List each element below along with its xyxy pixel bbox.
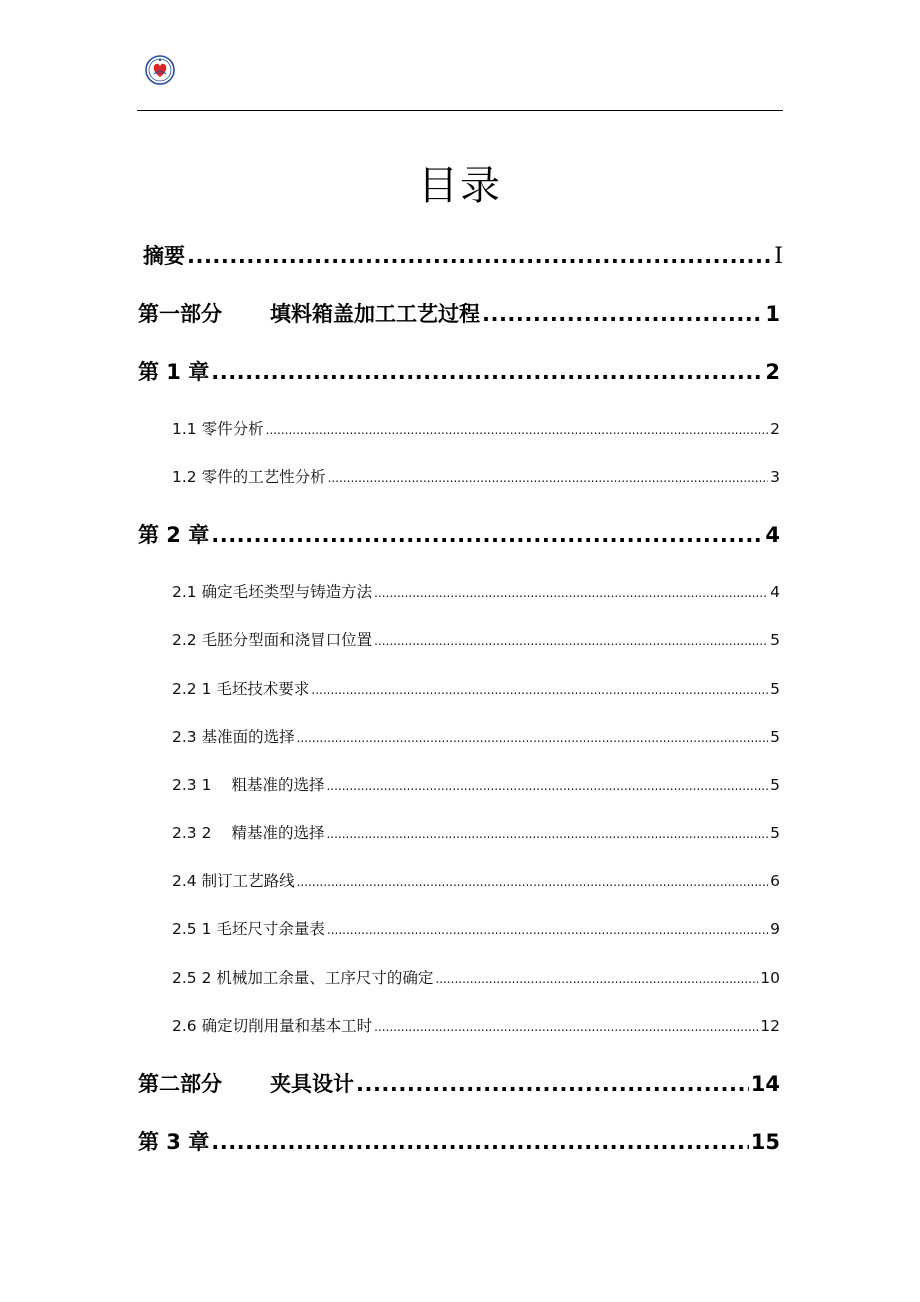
toc-section-number: 2.3 1 — [172, 776, 212, 794]
toc-dot-leader — [211, 1130, 749, 1154]
toc-entry-label — [138, 298, 480, 328]
toc-entry-page: I — [774, 244, 783, 269]
toc-entry-abstract[interactable] — [143, 240, 783, 270]
toc-dot-leader — [297, 875, 769, 889]
toc-section-number: 2.3 2 — [172, 824, 212, 842]
toc-entry-2-2[interactable] — [172, 628, 780, 650]
toc-entry-part-1[interactable] — [138, 298, 780, 328]
toc-entry-page: 5 — [770, 824, 780, 842]
toc-entry-page: 5 — [770, 680, 780, 698]
toc-entry-page: 5 — [770, 728, 780, 746]
toc-entry-1-1[interactable] — [172, 417, 780, 439]
toc-entry-2-2-1[interactable] — [172, 677, 780, 699]
toc-entry-label: 第 3 章 — [138, 1130, 210, 1154]
toc-entry-label: 2.1 确定毛坯类型与铸造方法 — [172, 583, 373, 601]
toc-dot-leader — [356, 1072, 749, 1096]
toc-dot-leader — [266, 423, 769, 437]
toc-entry-page: 4 — [765, 523, 780, 547]
toc-entry-page: 3 — [770, 468, 780, 486]
toc-dot-leader — [435, 972, 758, 986]
toc-entry-page: 6 — [770, 872, 780, 890]
toc-part-title: 夹具设计 — [270, 1072, 354, 1096]
toc-entry-2-4[interactable] — [172, 869, 780, 891]
toc-entry-label: 第 2 章 — [138, 523, 210, 547]
toc-dot-leader — [311, 683, 768, 697]
toc-dot-leader — [374, 586, 768, 600]
toc-entry-page: 2 — [765, 360, 780, 384]
toc-dot-leader — [328, 471, 769, 485]
toc-entry-label: 1.1 零件分析 — [172, 420, 264, 438]
toc-entry-2-5-2[interactable] — [172, 966, 780, 988]
toc-entry-page: 4 — [770, 583, 780, 601]
toc-entry-2-1[interactable] — [172, 580, 780, 602]
toc-dot-leader — [297, 731, 769, 745]
header-logo — [144, 54, 176, 86]
toc-dot-leader — [326, 827, 768, 841]
toc-entry-page: 10 — [760, 969, 780, 987]
toc-entry-label: 2.2 1 毛坯技术要求 — [172, 680, 310, 698]
university-emblem-icon — [144, 54, 176, 86]
toc-entry-label: 2.6 确定切削用量和基本工时 — [172, 1017, 373, 1035]
toc-section-title: 精基准的选择 — [231, 824, 325, 842]
toc-entry-page: 2 — [770, 420, 780, 438]
toc-entry-chapter-2[interactable] — [138, 519, 780, 549]
toc-entry-chapter-3[interactable] — [138, 1126, 780, 1156]
toc-entry-label: 2.5 1 毛坯尺寸余量表 — [172, 920, 325, 938]
toc-part-number: 第二部分 — [138, 1072, 222, 1096]
toc-dot-leader — [374, 634, 768, 648]
toc-entry-page: 5 — [770, 631, 780, 649]
toc-dot-leader — [211, 523, 763, 547]
toc-dot-leader — [187, 244, 772, 268]
toc-entry-label: 2.4 制订工艺路线 — [172, 872, 295, 890]
toc-entry-2-3[interactable] — [172, 725, 780, 747]
toc-entry-1-2[interactable] — [172, 465, 780, 487]
toc-entry-label — [172, 821, 324, 843]
toc-dot-leader — [327, 923, 768, 937]
toc-entry-2-3-1[interactable] — [172, 773, 780, 795]
toc-entry-label — [138, 1068, 354, 1098]
toc-entry-part-2[interactable] — [138, 1068, 780, 1098]
toc-entry-page: 9 — [770, 920, 780, 938]
toc-entry-label — [172, 773, 324, 795]
toc-entry-2-5-1[interactable] — [172, 917, 780, 939]
page-title: 目录 — [418, 163, 502, 209]
toc-entry-label: 2.5 2 机械加工余量、工序尺寸的确定 — [172, 969, 434, 987]
toc-entry-page: 15 — [750, 1130, 780, 1154]
toc-entry-2-6[interactable] — [172, 1014, 780, 1036]
toc-part-number: 第一部分 — [138, 302, 222, 326]
toc-dot-leader — [482, 302, 763, 326]
toc-entry-page: 14 — [750, 1072, 780, 1096]
toc-entry-page: 12 — [760, 1017, 780, 1035]
toc-entry-page: 1 — [765, 302, 780, 326]
toc-entry-label: 第 1 章 — [138, 360, 210, 384]
header-divider — [137, 110, 783, 111]
toc-entry-page: 5 — [770, 776, 780, 794]
toc-dot-leader — [211, 360, 763, 384]
toc-entry-chapter-1[interactable] — [138, 356, 780, 386]
toc-dot-leader — [374, 1020, 758, 1034]
toc-part-title: 填料箱盖加工工艺过程 — [270, 302, 480, 326]
toc-entry-label: 2.2 毛胚分型面和浇冒口位置 — [172, 631, 373, 649]
toc-entry-label: 摘要 — [143, 244, 185, 268]
toc-dot-leader — [326, 779, 768, 793]
toc-entry-2-3-2[interactable] — [172, 821, 780, 843]
toc-entry-label: 1.2 零件的工艺性分析 — [172, 468, 326, 486]
toc-entry-label: 2.3 基准面的选择 — [172, 728, 295, 746]
toc-section-title: 粗基准的选择 — [231, 776, 325, 794]
